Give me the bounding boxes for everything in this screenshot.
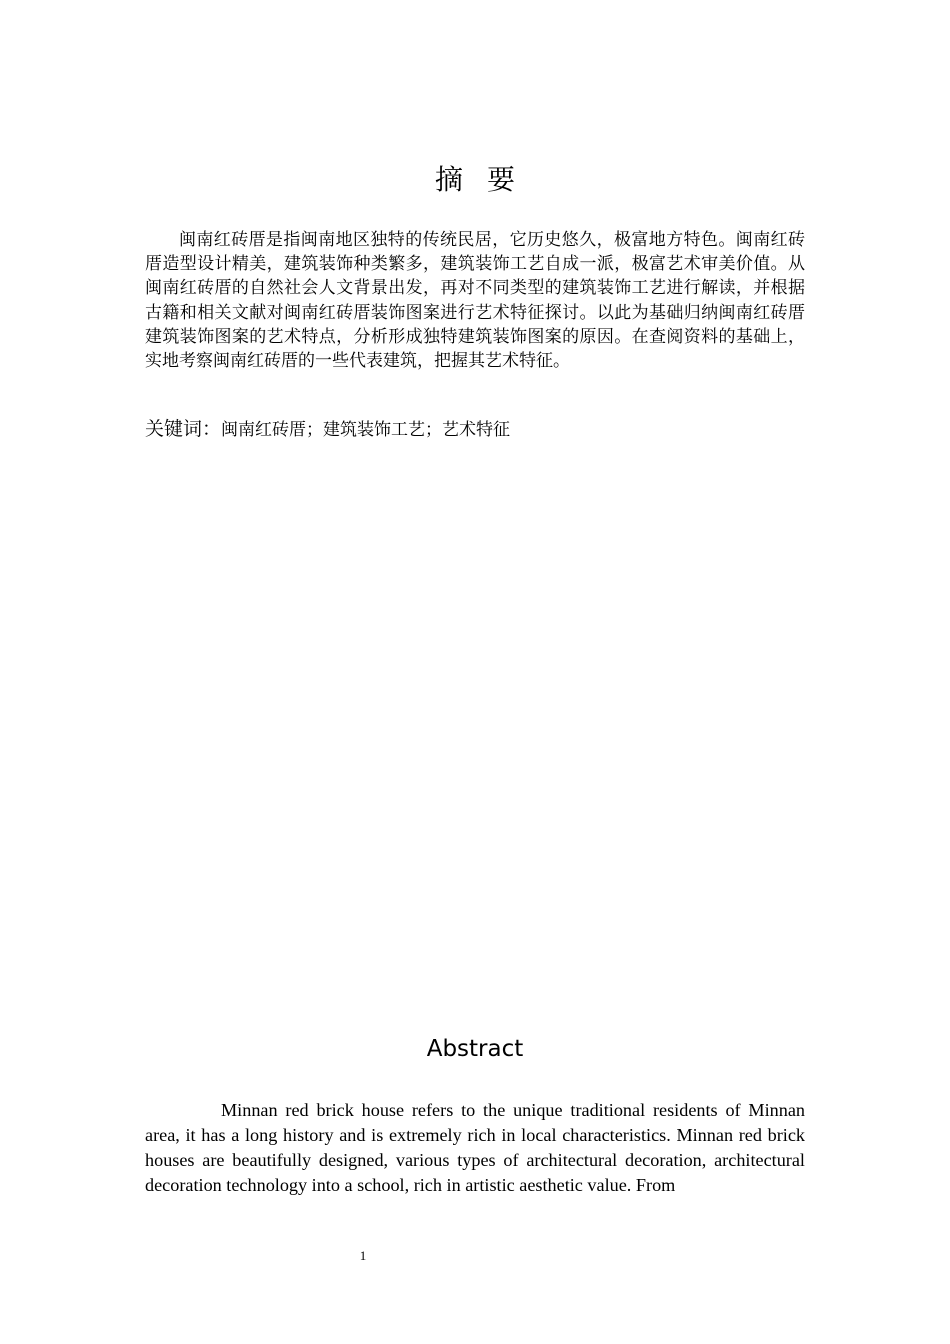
- abstract-en-title: Abstract: [426, 1036, 524, 1062]
- keywords-line: [145, 416, 805, 443]
- abstract-cn-body: 闽南红砖厝是指闽南地区独特的传统民居，它历史悠久，极富地方特色。闽南红砖厝造型设计精美，建筑装饰种类繁多，建筑装饰工艺自成一派，极富艺术审美价值。从闽南红砖厝的自然社会人文背景出发，再对不同类型的建筑装饰工艺进行解读，并根据古籍和相关文献对闽南红砖厝装饰图案进行艺术特征探讨。以此为基础归纳闽南红砖厝建筑装饰图案的艺术特点，分析形成独特建筑装饰图案的原因。在查阅资料的基础上，实地考察闽南红砖厝的一些代表建筑，把握其艺术特征。: [145, 230, 805, 372]
- keywords-value: 闽南红砖厝；建筑装饰工艺；艺术特征: [221, 420, 511, 440]
- abstract-en-body: Minnan red brick house refers to the unique traditional residents of Minnan area, it has a long history and is extremely rich in local characteristics. Minnan red brick houses are beautifully designed, various types of architectural decoration, architectural decoration technology into a school, rich in artistic aesthetic value. From: [145, 1100, 805, 1195]
- keywords-label: 关键词：: [145, 418, 222, 440]
- abstract-cn-title: 摘要: [434, 163, 539, 196]
- page-number: 1: [359, 1248, 367, 1263]
